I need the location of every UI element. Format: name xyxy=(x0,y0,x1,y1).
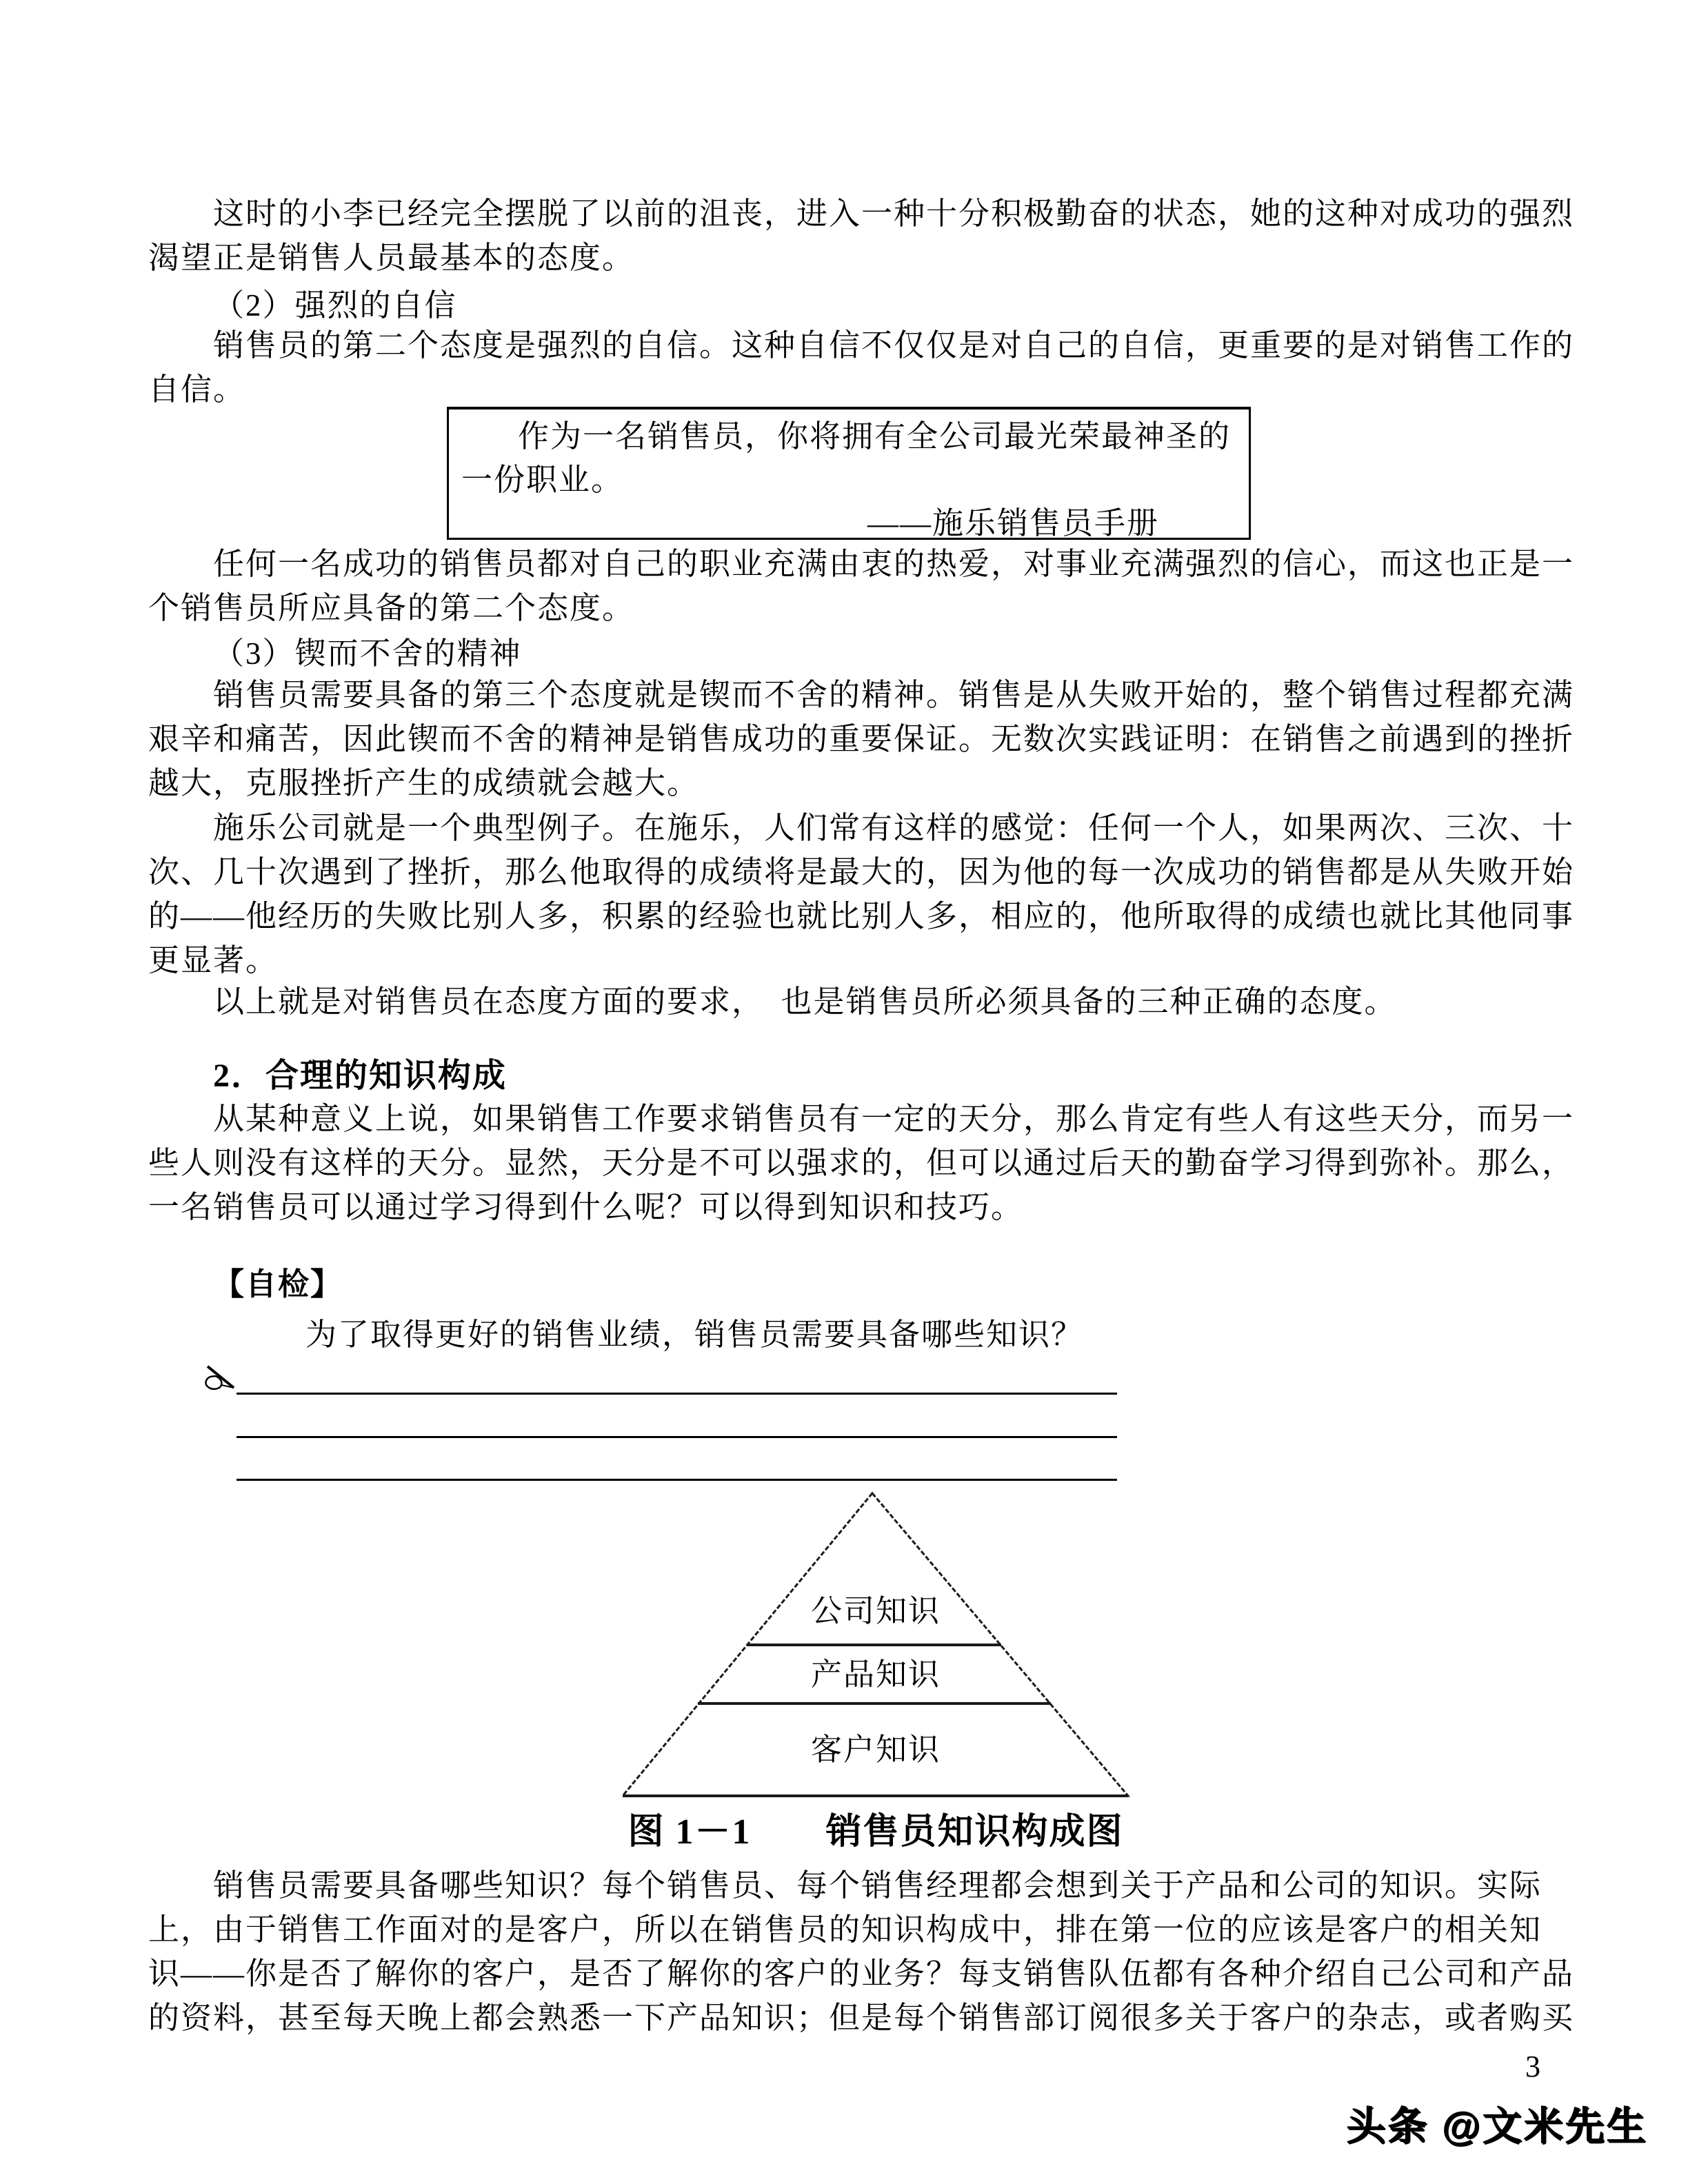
paragraph-line: 上，由于销售工作面对的是客户，所以在销售员的知识构成中，排在第一位的应该是客户的相关知 xyxy=(148,1912,1543,1947)
section-heading-knowledge: 2．合理的知识构成 xyxy=(213,1058,508,1094)
paragraph-line: 销售员的第二个态度是强烈的自信。这种自信不仅仅是对自己的自信，更重要的是对销售工作的 xyxy=(213,328,1575,363)
paragraph-line: 的——他经历的失败比别人多，积累的经验也就比别人多，相应的，他所取得的成绩也就比其他同事 xyxy=(148,899,1575,933)
quote-line: 作为一名销售员，你将拥有全公司最光荣最神圣的 xyxy=(518,419,1232,454)
quote-attribution: ——施乐销售员手册 xyxy=(867,506,1159,540)
selfcheck-label: 【自检】 xyxy=(213,1267,343,1302)
writing-pen-icon xyxy=(203,1365,238,1393)
pyramid-level-customer: 客户知识 xyxy=(810,1732,941,1767)
paragraph-line: 渴望正是销售人员最基本的态度。 xyxy=(148,241,635,275)
paragraph-line: 自信。 xyxy=(148,372,246,407)
subheading-persistence: （3）锲而不舍的精神 xyxy=(213,636,522,671)
paragraph-knowledge-priority xyxy=(148,1863,1575,2040)
paragraph-line: 施乐公司就是一个典型例子。在施乐，人们常有这样的感觉：任何一个人，如果两次、三次、十 xyxy=(213,811,1575,845)
page-number: 3 xyxy=(1525,2050,1540,2083)
paragraph-line: 一名销售员可以通过学习得到什么呢？可以得到知识和技巧。 xyxy=(148,1190,1024,1224)
paragraph-line: 更显著。 xyxy=(148,943,279,978)
quote-box xyxy=(447,407,1251,540)
paragraph-line: 任何一名成功的销售员都对自己的职业充满由衷的热爱，对事业充满强烈的信心，而这也正是一 xyxy=(213,547,1575,581)
subheading-confidence: （2）强烈的自信 xyxy=(213,288,457,323)
paragraph-line: 这时的小李已经完全摆脱了以前的沮丧，进入一种十分积极勤奋的状态，她的这种对成功的强烈 xyxy=(213,196,1575,231)
paragraph-line: 的资料，甚至每天晚上都会熟悉一下产品知识；但是每个销售部订阅很多关于客户的杂志，或者购买 xyxy=(148,2001,1575,2035)
paragraph-line: 销售员需要具备哪些知识？每个销售员、每个销售经理都会想到关于产品和公司的知识。实际 xyxy=(213,1868,1543,1903)
paragraph-line: 识——你是否了解你的客户，是否了解你的客户的业务？每支销售队伍都有各种介绍自己公司和产品 xyxy=(148,1957,1575,1991)
paragraph-line: 越大，克服挫折产生的成绩就会越大。 xyxy=(148,766,700,800)
paragraph-love-of-career xyxy=(148,542,1575,630)
pyramid-level-company: 公司知识 xyxy=(810,1594,941,1628)
paragraph-line: 销售员需要具备的第三个态度就是锲而不舍的精神。销售是从失败开始的，整个销售过程都充满 xyxy=(213,678,1575,712)
selfcheck-question: 为了取得更好的销售业绩，销售员需要具备哪些知识？ xyxy=(305,1317,1084,1352)
paragraph-line: 次、几十次遇到了挫折，那么他取得的成绩将是最大的，因为他的每一次成功的销售都是从失败开始 xyxy=(148,855,1575,889)
quote-line: 一份职业。 xyxy=(461,463,624,497)
paragraph-line: 个销售员所应具备的第二个态度。 xyxy=(148,591,635,625)
paragraph-line: 艰辛和痛苦，因此锲而不舍的精神是销售成功的重要保证。无数次实践证明：在销售之前遇到的挫折 xyxy=(148,722,1575,756)
paragraph-line: 从某种意义上说，如果销售工作要求销售员有一定的天分，那么肯定有些人有这些天分，而另一 xyxy=(213,1102,1575,1136)
paragraph-persistence xyxy=(148,673,1575,805)
watermark-text: 头条 @文米先生 xyxy=(1346,2104,1648,2148)
paragraph-talent-learning xyxy=(148,1097,1575,1229)
figure-caption: 图 1－1 销售员知识构成图 xyxy=(627,1812,1124,1852)
answer-line xyxy=(237,1393,1117,1395)
paragraph-attitude-desire xyxy=(148,192,1575,280)
paragraph-summary-attitudes: 以上就是对销售员在态度方面的要求， 也是销售员所必须具备的三种正确的态度。 xyxy=(213,984,1397,1019)
paragraph-confidence xyxy=(148,323,1575,412)
pyramid-level-product: 产品知识 xyxy=(810,1657,941,1692)
paragraph-line: 些人则没有这样的天分。显然，天分是不可以强求的，但可以通过后天的勤奋学习得到弥补。那么， xyxy=(148,1146,1575,1180)
answer-line xyxy=(237,1479,1117,1481)
answer-line xyxy=(237,1436,1117,1438)
paragraph-xerox-example xyxy=(148,806,1575,982)
